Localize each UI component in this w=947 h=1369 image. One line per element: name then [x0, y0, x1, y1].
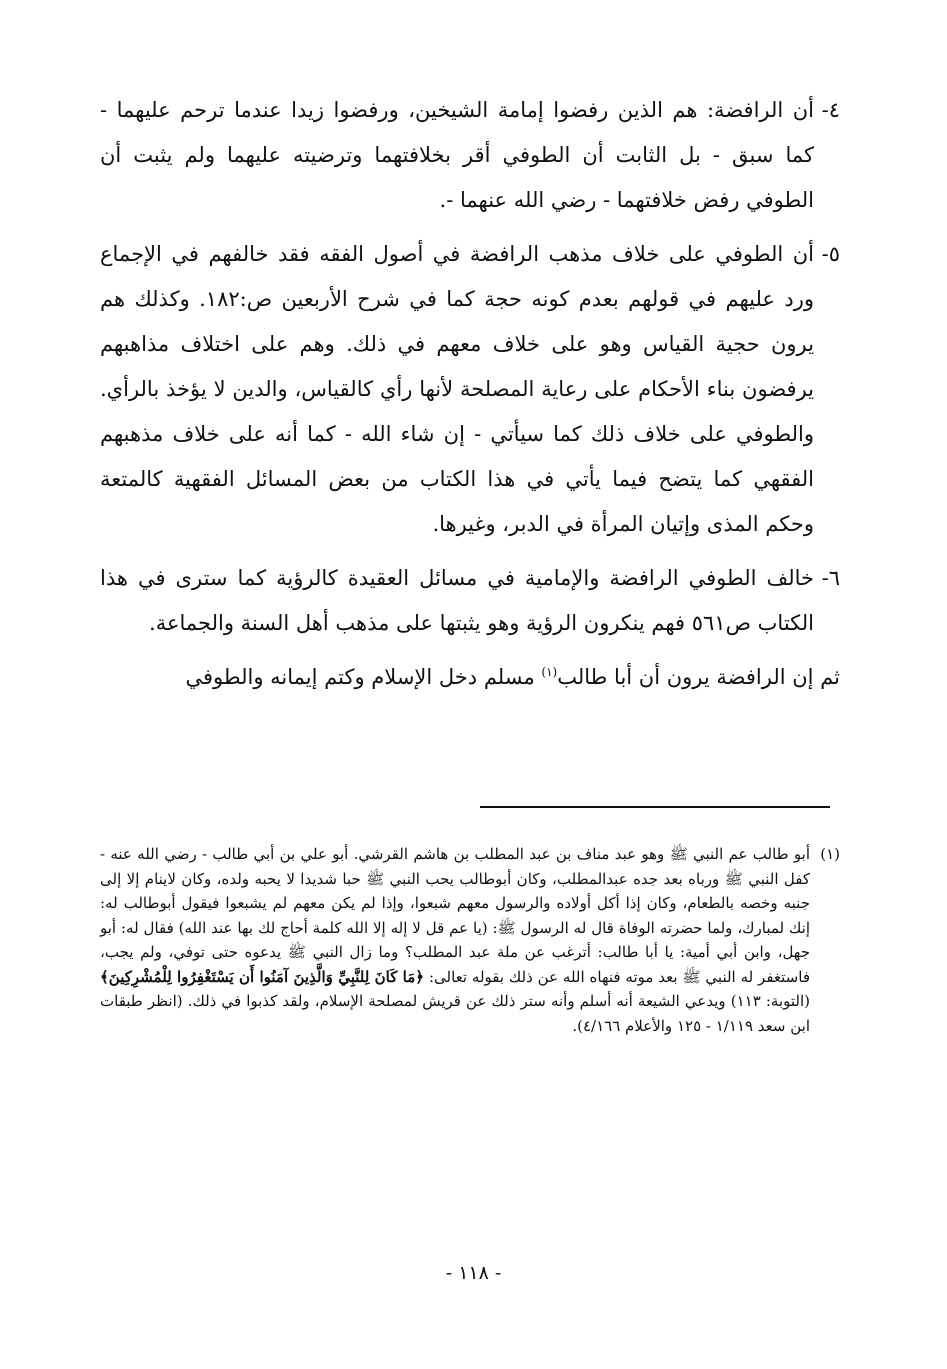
paragraph-final [100, 655, 840, 700]
paragraph-text: خالف الطوفي الرافضة والإمامية في مسائل العقيدة كالرؤية كما سترى في هذا الكتاب ص٥٦١ فهم ينكرون الرؤية وهو يثبتها على مذهب أهل السنة والجماعة. [100, 566, 814, 635]
paragraph-number: ٥- [821, 242, 840, 266]
footnote-number: (١) [820, 845, 840, 863]
paragraph-number: ٦- [821, 566, 840, 590]
quran-verse: ﴿مَا كَانَ لِلنَّبِيِّ وَالَّذِينَ آمَنُوا أَن يَسْتَغْفِرُوا لِلْمُشْرِكِينَ﴾ [100, 967, 425, 986]
paragraph-4 [100, 88, 840, 223]
page-number: - ١١٨ - [445, 1262, 502, 1284]
paragraph-number: ٤- [821, 98, 840, 122]
paragraph-6 [100, 556, 840, 646]
paragraph-text-before-ref: ثم إن الرافضة يرون أن أبا طالب [557, 665, 840, 689]
footnote-reference[interactable]: (١) [541, 665, 558, 679]
main-text-body [100, 88, 840, 709]
footnotes-section [100, 842, 840, 1038]
paragraph-text: أن الطوفي على خلاف مذهب الرافضة في أصول الفقه فقد خالفهم في الإجماع ورد عليهم في قولهم بعدم كونه حجة كما في شرح الأربعين ص:١٨٢. وكذلك هم يرون حجية القياس وهو على خلاف معهم في ذلك. وهم على اختلاف مذاهبهم يرفضون بناء الأحكام على رعاية المصلحة لأنها رأي كالقياس، والدين لا يؤخذ بالرأي. والطوفي على خلاف ذلك كما سيأتي - إن شاء الله - كما أنه على خلاف مذهبهم الفقهي كما يتضح فيما يأتي في هذا الكتاب من بعض المسائل الفقهية كالمتعة وحكم المذى وإتيان المرأة في الدبر، وغيرها. [100, 242, 814, 536]
paragraph-5 [100, 232, 840, 547]
footnote-text: أبو طالب عم النبي ﷺ وهو عبد مناف بن عبد المطلب بن هاشم القرشي. أبو علي بن أبي طالب - رضي الله عنه - كفل النبي ﷺ ورباه بعد جده عبدالمطلب، وكان أبوطالب يحب النبي ﷺ حبا شديدا لا يحبه ولده، وكان لاينام إلا إلى جنبه وخصه بالطعام، وكان إذا أكل أولاده والرسول معهم شبعوا، وإذا لم يكن معهم لم يشبعوا فيقول أبوطالب له: إنك لمبارك، ولما حضرته الوفاة قال له الرسول ﷺ: (يا عم قل لا إله إلا الله كلمة أحاج لك بها عند الله) فقال له: أبو جهل، وابن أبي أمية: يا أبا طالب: أترغب عن ملة عبد المطلب؟ وما زال النبي ﷺ يدعوه حتى توفي، ولم يجب، فاستغفر له النبي ﷺ بعد موته فنهاه الله عن ذلك بقوله تعالى: [100, 845, 810, 986]
paragraph-text-after-ref: مسلم دخل الإسلام وكتم إيمانه والطوفي [185, 665, 542, 689]
footnote-text-continued: (التوبة: ١١٣) ويدعي الشيعة أنه أسلم وأنه ستر ذلك عن قريش لمصلحة الإسلام، ولقد كذبوا في ذلك. (انظر طبقات ابن سعد ١/١١٩ - ١٢٥ والأعلام ٤/١٦٦). [100, 992, 811, 1035]
footnote-separator [480, 806, 830, 808]
footnote-1 [100, 842, 840, 1038]
paragraph-text: أن الرافضة: هم الذين رفضوا إمامة الشيخين، ورفضوا زيدا عندما ترحم عليهما - كما سبق - بل الثابت أن الطوفي أقر بخلافتهما وترضيته عليهما ولم يثبت أن الطوفي رفض خلافتهما - رضي الله عنهما -. [100, 98, 814, 212]
